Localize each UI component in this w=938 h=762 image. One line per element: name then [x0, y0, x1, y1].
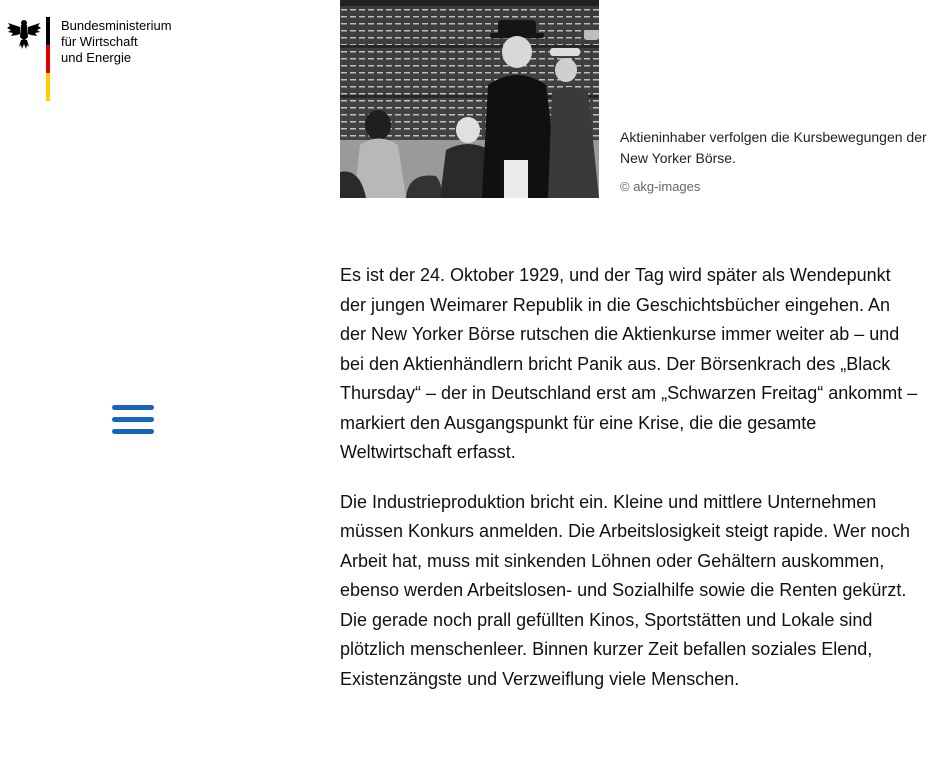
article-paragraph-2: Die Industrieproduktion bricht ein. Kleine und mittlere Unternehmen müssen Konkurs anmelden. Die Arbeitslosigkeit steigt rapide. Wer noch Arbeit hat, muss mit sinkenden Löhnen oder Gehältern auskommen, ebenso werden Arbeitslosen- und Sozialhilfe sowie die Renten gekürzt. Die gerade noch prall gefüllten Kinos, Sportstätten und Lokale sind plötzlich menschenleer. Binnen kurzer Zeit befallen soziales Elend, Existenzängste und Verzweiflung viele Menschen.: [340, 491, 910, 689]
article-paragraph-1: Es ist der 24. Oktober 1929, und der Tag wird später als Wendepunkt der jungen Weimarer Republik in die Geschichtsbücher eingehen. An der New Yorker Börse rutschen die Aktienkurse immer weiter ab – und bei den Aktienhändlern bricht Panik aus. Der Börsenkrach des „Black Thursday“ – der in Deutschland erst am „Schwarzen Freitag“ ankommt – markiert den Ausgangspunkt für eine Krise, die die gesamte Weltwirtschaft erfasst.: [340, 265, 918, 462]
hamburger-menu-icon[interactable]: [112, 405, 154, 441]
ministry-name-line-1: Bundesministerium: [61, 18, 172, 33]
ministry-name: [61, 18, 221, 66]
german-flag-bar: [46, 17, 50, 101]
article-body: [340, 261, 920, 714]
ministry-name-line-2: für Wirtschaft: [61, 34, 138, 49]
stock-exchange-photo: [340, 0, 599, 198]
stock-exchange-photo-illustration: [340, 0, 599, 198]
image-credit: © akg-images: [620, 179, 701, 194]
federal-eagle-icon: [6, 17, 42, 51]
ministry-name-line-3: und Energie: [61, 50, 132, 65]
image-caption: Aktieninhaber verfolgen die Kursbewegungen der New Yorker Börse.: [620, 129, 927, 166]
